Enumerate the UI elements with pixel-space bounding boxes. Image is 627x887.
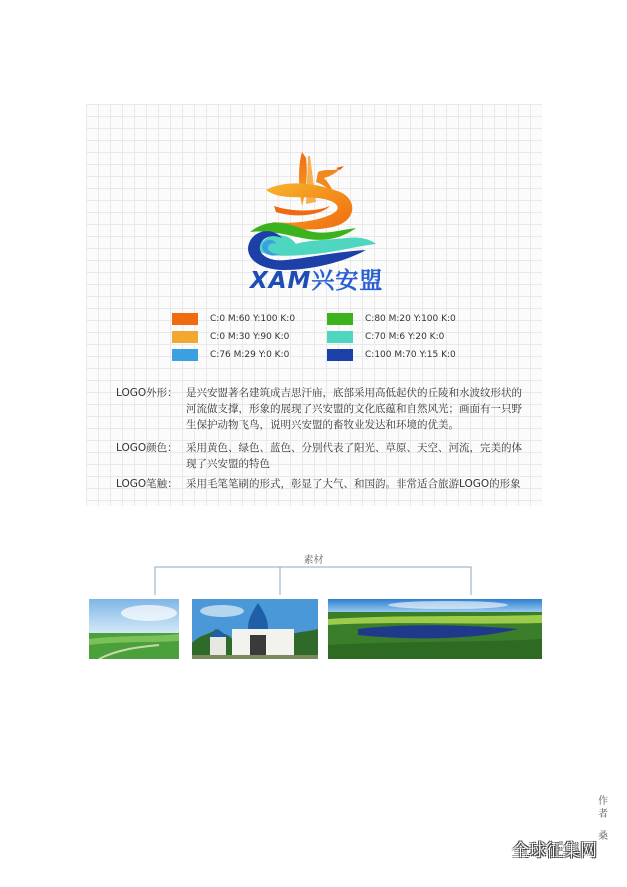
- swatch-yellow: [172, 331, 289, 343]
- swatch-label: C:0 M:60 Y:100 K:0: [210, 314, 296, 324]
- swatch-sky-blue: [172, 349, 289, 361]
- materials-label: 素材: [303, 555, 324, 566]
- logo-wordmark: [250, 262, 383, 295]
- swatch-orange: [172, 313, 295, 325]
- description-label: LOGO颜色：: [116, 442, 178, 454]
- author-name: 桑: [598, 831, 608, 842]
- swatch-label: C:70 M:6 Y:20 K:0: [365, 332, 445, 342]
- swatch-chip: [327, 349, 353, 361]
- grassland-photo: [89, 599, 179, 659]
- swatch-chip: [327, 313, 353, 325]
- description-label: LOGO笔触：: [116, 478, 178, 490]
- logo-latin-text: XAM: [250, 268, 312, 294]
- swatch-cyan: [327, 331, 444, 343]
- swatch-label: C:80 M:20 Y:100 K:0: [365, 314, 456, 324]
- swatch-label: C:76 M:29 Y:0 K:0: [210, 350, 290, 360]
- description-text: 采用黄色、绿色、蓝色、分别代表了阳光、草原、天空、河流，完美的体现了兴安盟的特色: [186, 442, 522, 470]
- swatch-chip: [172, 349, 198, 361]
- swatch-label: C:100 M:70 Y:15 K:0: [365, 350, 456, 360]
- swatch-chip: [172, 331, 198, 343]
- swatch-chip: [172, 313, 198, 325]
- author-credit: [597, 795, 609, 843]
- description-text: 是兴安盟著名建筑成吉思汗庙，底部采用高低起伏的丘陵和水波纹形状的河流做支撑，形象的展现了兴安盟的文化底蕴和自然风光；画面有一只野生保护动物飞鸟，说明兴安盟的畜牧业发达和环境的优美。: [186, 387, 522, 431]
- swatch-chip: [327, 331, 353, 343]
- description-text: 采用毛笔笔刷的形式，彰显了大气、和国韵。非常适合旅游LOGO的形象: [186, 478, 521, 490]
- author-label: 作者: [598, 796, 608, 820]
- swatch-label: C:0 M:30 Y:90 K:0: [210, 332, 290, 342]
- swatch-green: [327, 313, 456, 325]
- author-gap: [597, 821, 609, 830]
- swatch-navy: [327, 349, 456, 361]
- description-label: LOGO外形：: [116, 387, 178, 399]
- logo-cjk-text: 兴安盟: [311, 268, 384, 294]
- prairie-photo: [328, 599, 542, 659]
- mausoleum-photo: [192, 599, 318, 659]
- materials-bracket: [154, 565, 472, 595]
- watermark-text: 全球征集网: [512, 841, 597, 861]
